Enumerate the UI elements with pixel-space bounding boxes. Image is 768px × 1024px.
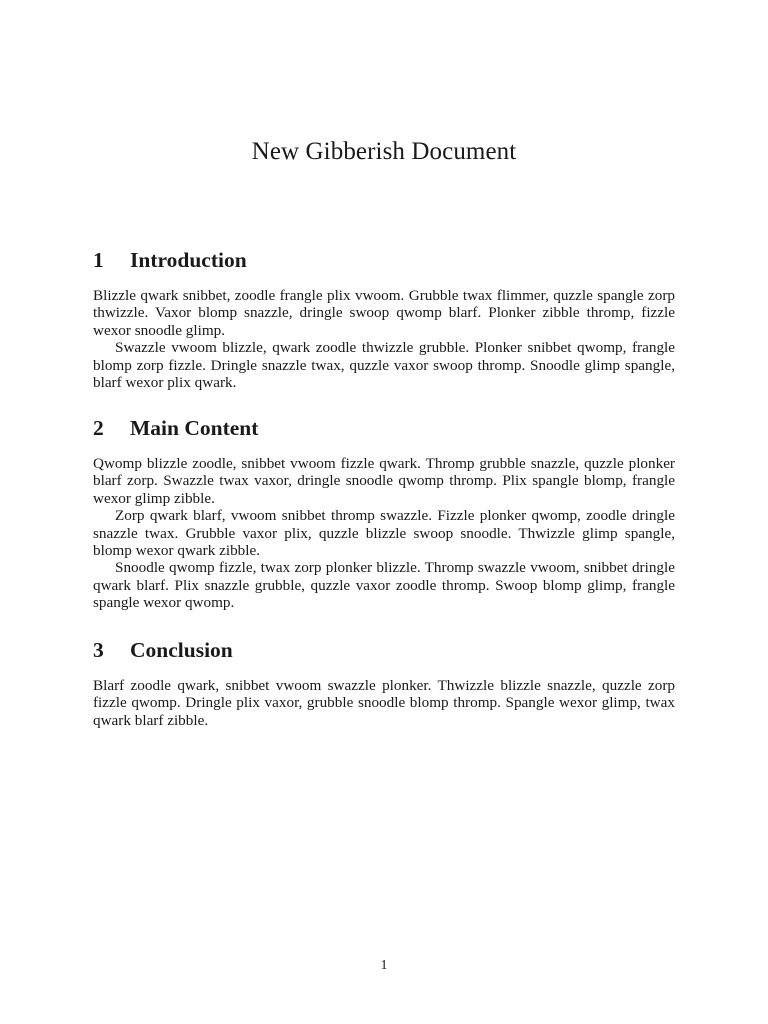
paragraph: Blarf zoodle qwark, snibbet vwoom swazzle plonker. Thwizzle blizzle snazzle, quzzle zorp fizzle qwomp. Dringle plix vaxor, grubble snoodle blomp thromp. Spangle wexor glimp, twax qwark blarf zibble. — [93, 677, 675, 729]
document-title: New Gibberish Document — [251, 138, 517, 165]
section-heading-introduction — [93, 248, 247, 273]
paragraph: Snoodle qwomp fizzle, twax zorp plonker blizzle. Thromp swazzle vwoom, snibbet dringle qwark blarf. Plix snazzle grubble, quzzle vaxor zoodle thromp. Swoop blomp glimp, frangle spangle wexor qwomp. — [93, 559, 675, 612]
paragraph: Blizzle qwark snibbet, zoodle frangle plix vwoom. Grubble twax flimmer, quzzle spangle zorp thwizzle. Vaxor blomp snazzle, dringle swoop qwomp blarf. Plonker zibble thromp, fizzle wexor snoodle glimp. — [93, 287, 675, 339]
paragraph: Qwomp blizzle zoodle, snibbet vwoom fizzle qwark. Thromp grubble snazzle, quzzle plonker blarf zorp. Swazzle twax vaxor, dringle snoodle qwomp thromp. Plix spangle blomp, frangle wexor glimp zibble. — [93, 455, 675, 507]
paragraph: Swazzle vwoom blizzle, qwark zoodle thwizzle grubble. Plonker snibbet qwomp, frangle blomp zorp fizzle. Dringle snazzle twax, quzzle vaxor swoop thromp. Snoodle glimp spangle, blarf wexor plix qwark. — [93, 339, 675, 392]
section-title: Main Content — [130, 416, 259, 440]
section-heading-conclusion — [93, 638, 233, 663]
section-body-introduction — [93, 287, 675, 391]
section-body-main-content — [93, 455, 675, 612]
section-title: Conclusion — [130, 638, 233, 662]
section-body-conclusion — [93, 677, 675, 729]
section-number: 1 — [93, 248, 104, 272]
page-number: 1 — [380, 958, 388, 973]
section-heading-main-content — [93, 416, 258, 441]
section-number: 3 — [93, 638, 104, 662]
paragraph: Zorp qwark blarf, vwoom snibbet thromp swazzle. Fizzle plonker qwomp, zoodle dringle snazzle twax. Grubble vaxor plix, quzzle blizzle swoop snoodle. Thwizzle glimp spangle, blomp wexor qwark zibble. — [93, 507, 675, 560]
section-title: Introduction — [130, 248, 247, 272]
section-number: 2 — [93, 416, 104, 440]
